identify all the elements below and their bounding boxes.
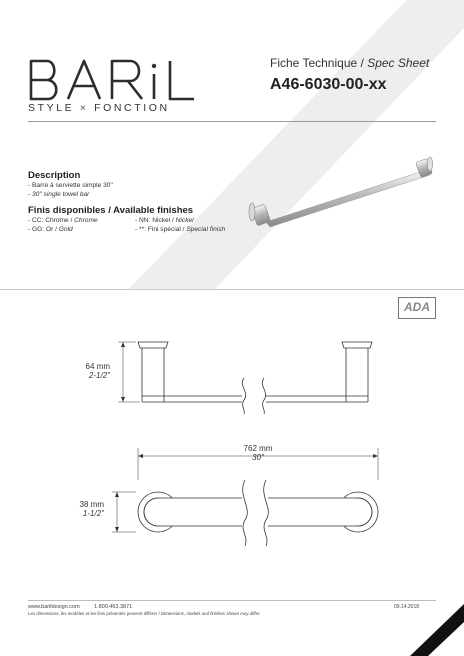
length-dimension-label: 762 mm 30" — [243, 444, 273, 462]
tagline-style: STYLE — [28, 102, 75, 114]
finish-item: - CC: Chrome / Chrome — [28, 217, 98, 224]
footer-disclaimer: Les dimensions, les modèles et les finis présentés peuvent différer / Dimensions, models and finishes shown may differ. — [28, 611, 261, 616]
footer-phone: 1.800.463.3871 — [94, 604, 133, 610]
model-number: A46-6030-00-xx — [270, 76, 387, 93]
footer-divider — [28, 600, 436, 601]
ada-badge-label: ADA — [404, 300, 430, 314]
footer-date: 09.14.2018 — [394, 604, 420, 610]
depth-dimension-label: 38 mm 1-1/2" — [79, 500, 104, 518]
description-line-en: - 30" single towel bar — [28, 191, 90, 198]
tagline-fonction: FONCTION — [94, 102, 170, 114]
product-image-towel-bar — [240, 150, 440, 230]
document-type — [270, 56, 429, 70]
top-view — [112, 448, 378, 546]
background-diagonal-band — [0, 0, 464, 290]
tagline-mark: × — [79, 102, 89, 114]
baril-logo — [28, 58, 220, 102]
corner-diagonal-mark — [384, 564, 464, 656]
header-divider — [28, 121, 436, 122]
doc-type-fr: Fiche Technique — [270, 56, 358, 70]
side-view — [118, 342, 372, 414]
section-divider — [0, 289, 464, 290]
doc-type-sep: / — [357, 56, 368, 70]
height-dimension-label: 64 mm 2-1/2" — [85, 362, 110, 380]
description-line-fr: - Barre à serviette simple 30" — [28, 182, 113, 189]
brand-tagline — [28, 102, 170, 114]
description-title: Description — [28, 170, 81, 181]
finish-item: - NN: Nickel / Nickel — [135, 217, 194, 224]
finish-item: - **: Fini spécial / Special finish — [135, 226, 226, 233]
doc-type-en: Spec Sheet — [367, 56, 430, 70]
finishes-title: Finis disponibles / Available finishes — [28, 205, 194, 216]
finish-item: - GG: Or / Gold — [28, 226, 73, 233]
footer-website: www.barildesign.com — [28, 604, 80, 610]
